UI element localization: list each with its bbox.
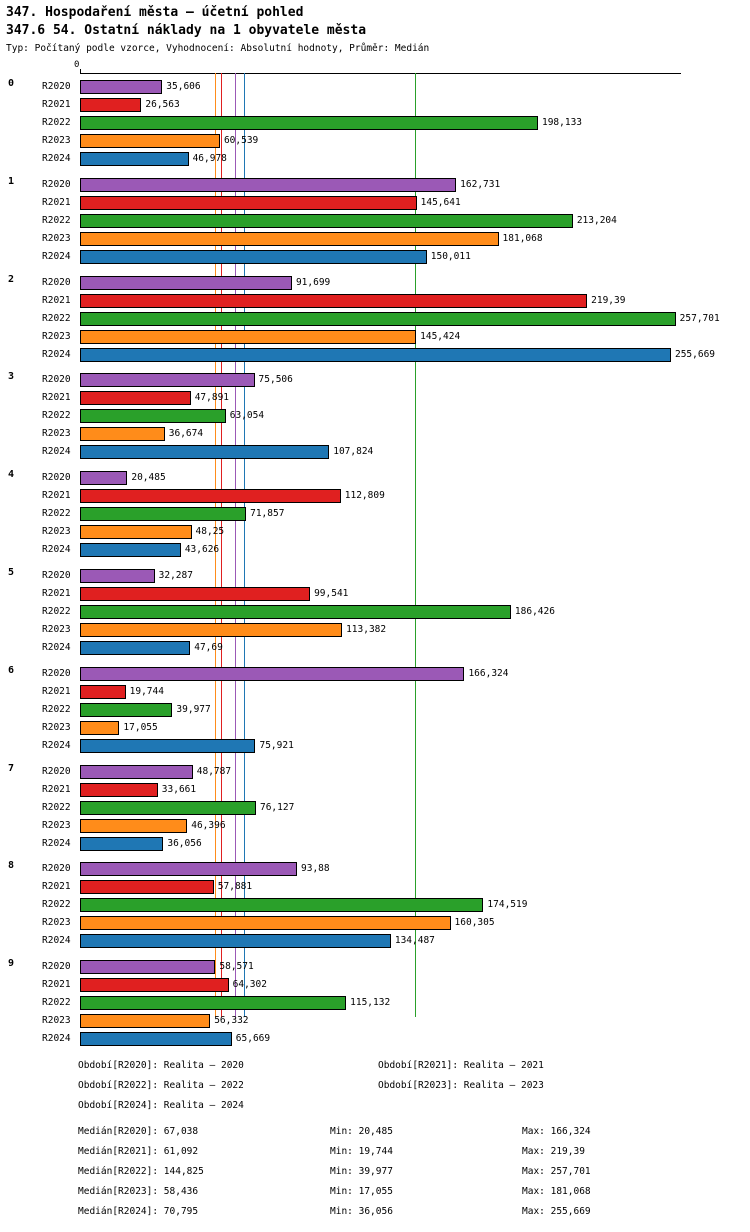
bar-chart (0, 60, 750, 1045)
bar-r2024[interactable] (80, 739, 255, 753)
bar-r2020[interactable] (80, 471, 127, 485)
min-value: Min: 17,055 (330, 1186, 393, 1197)
series-label-r2021: R2021 (42, 99, 71, 110)
chart-legend (0, 1060, 750, 1120)
chart-row (0, 896, 750, 914)
chart-group (0, 860, 750, 950)
bar-r2024[interactable] (80, 543, 181, 557)
chart-header (0, 0, 750, 56)
bar-value-label: 75,506 (258, 374, 293, 386)
series-label-r2023: R2023 (42, 624, 71, 635)
bar-value-label: 93,88 (301, 863, 330, 875)
statistics-row (0, 1206, 750, 1226)
chart-row (0, 132, 750, 150)
series-label-r2021: R2021 (42, 294, 71, 306)
bar-r2022[interactable] (80, 898, 483, 912)
chart-row (0, 958, 750, 976)
series-label-r2020: R2020 (42, 472, 71, 484)
series-label-r2023: R2023 (42, 1015, 71, 1027)
chart-row (0, 701, 750, 719)
bar-r2021[interactable] (80, 294, 587, 308)
bar-value-label: 39,977 (176, 703, 211, 715)
bar-r2023[interactable] (80, 1014, 210, 1028)
group-index-label: 7 (8, 762, 15, 774)
bar-r2024[interactable] (80, 1032, 232, 1046)
chart-row (0, 1012, 750, 1030)
bar-value-label: 71,857 (250, 508, 285, 520)
bar-r2022[interactable] (80, 507, 246, 521)
series-label-r2022: R2022 (42, 997, 71, 1009)
bar-r2021[interactable] (80, 783, 158, 797)
chart-row (0, 683, 750, 701)
chart-row (0, 860, 750, 878)
series-label-r2020: R2020 (42, 81, 71, 92)
bar-value-label: 150,011 (430, 250, 471, 262)
chart-group (0, 176, 750, 266)
bar-r2022[interactable] (80, 703, 172, 717)
statistics-row (0, 1166, 750, 1186)
bar-value-label: 213,204 (576, 214, 617, 226)
series-label-r2020: R2020 (42, 374, 71, 386)
series-label-r2024: R2024 (42, 739, 71, 751)
legend-entry: Období[R2023]: Realita – 2023 (378, 1080, 544, 1091)
bar-r2023[interactable] (80, 134, 220, 148)
bar-value-label: 58,571 (219, 961, 254, 973)
bar-value-label: 46,978 (192, 153, 227, 164)
bar-r2023[interactable] (80, 721, 119, 735)
series-label-r2021: R2021 (42, 490, 71, 502)
bar-value-label: 160,305 (454, 917, 495, 929)
series-label-r2022: R2022 (42, 117, 71, 128)
chart-row (0, 817, 750, 835)
chart-group (0, 274, 750, 364)
series-label-r2024: R2024 (42, 446, 71, 458)
median-value: Medián[R2024]: 70,795 (78, 1206, 199, 1217)
bar-value-label: 257,701 (679, 312, 720, 324)
chart-row (0, 176, 750, 194)
chart-title: 347.6 54. Ostatní náklady na 1 obyvatele města (6, 23, 367, 38)
chart-row (0, 407, 750, 425)
bar-value-label: 20,485 (131, 472, 166, 484)
group-index-label: 6 (8, 664, 15, 676)
group-index-label: 2 (8, 273, 15, 285)
chart-row (0, 328, 750, 346)
bar-value-label: 17,055 (123, 721, 158, 733)
chart-group (0, 665, 750, 755)
chart-row (0, 96, 750, 114)
series-label-r2022: R2022 (42, 312, 71, 324)
bar-r2020[interactable] (80, 667, 464, 681)
bar-r2020[interactable] (80, 373, 255, 387)
chart-row (0, 994, 750, 1012)
chart-row (0, 639, 750, 657)
median-value: Medián[R2022]: 144,825 (78, 1166, 204, 1177)
bar-value-label: 219,39 (591, 294, 626, 306)
series-label-r2022: R2022 (42, 606, 71, 617)
chart-row (0, 425, 750, 443)
bar-r2020[interactable] (80, 960, 215, 974)
bar-r2024[interactable] (80, 152, 189, 166)
bar-value-label: 181,068 (502, 232, 543, 244)
series-label-r2024: R2024 (42, 935, 71, 947)
chart-row (0, 487, 750, 505)
series-label-r2021: R2021 (42, 783, 71, 795)
chart-row (0, 976, 750, 994)
chart-row (0, 763, 750, 781)
series-label-r2020: R2020 (42, 863, 71, 875)
min-value: Min: 39,977 (330, 1166, 393, 1177)
chart-row (0, 78, 750, 96)
min-value: Min: 20,485 (330, 1126, 393, 1137)
group-index-label: 9 (8, 958, 15, 970)
bar-r2020[interactable] (80, 80, 162, 94)
chart-row (0, 603, 750, 621)
bar-value-label: 65,669 (235, 1033, 271, 1045)
bar-value-label: 145,424 (420, 330, 461, 342)
legend-entry: Období[R2022]: Realita – 2022 (78, 1080, 244, 1091)
axis-line (80, 73, 681, 74)
bar-value-label: 115,132 (350, 997, 391, 1009)
bar-value-label: 174,519 (487, 899, 528, 911)
chart-row (0, 346, 750, 364)
bar-r2020[interactable] (80, 862, 297, 876)
chart-statistics (0, 1126, 750, 1226)
chart-row (0, 469, 750, 487)
series-label-r2020: R2020 (42, 961, 71, 973)
group-index-label: 4 (8, 469, 15, 481)
bar-value-label: 35,606 (166, 81, 201, 92)
bar-r2022[interactable] (80, 214, 573, 228)
series-label-r2022: R2022 (42, 214, 71, 226)
group-index-label: 1 (8, 175, 15, 187)
bar-value-label: 47,69 (194, 642, 223, 653)
bar-value-label: 75,921 (259, 739, 294, 751)
series-label-r2022: R2022 (42, 703, 71, 715)
chart-group (0, 371, 750, 461)
series-label-r2023: R2023 (42, 232, 71, 244)
series-label-r2020: R2020 (42, 667, 71, 679)
series-label-r2021: R2021 (42, 588, 71, 599)
bar-value-label: 19,744 (129, 685, 164, 697)
chart-row (0, 719, 750, 737)
chart-row (0, 389, 750, 407)
bar-r2022[interactable] (80, 409, 226, 423)
bar-r2022[interactable] (80, 996, 346, 1010)
bar-r2021[interactable] (80, 880, 214, 894)
legend-row (0, 1100, 750, 1120)
series-label-r2021: R2021 (42, 881, 71, 893)
series-label-r2024: R2024 (42, 1033, 71, 1045)
series-label-r2023: R2023 (42, 819, 71, 831)
series-label-r2022: R2022 (42, 801, 71, 813)
bar-value-label: 36,674 (168, 428, 204, 440)
bar-r2021[interactable] (80, 391, 191, 405)
chart-row (0, 878, 750, 896)
page-title: 347. Hospodaření města – účetní pohled (6, 5, 304, 20)
chart-row (0, 567, 750, 585)
bar-r2021[interactable] (80, 978, 229, 992)
series-label-r2022: R2022 (42, 899, 71, 911)
bar-value-label: 76,127 (259, 801, 295, 813)
bar-r2022[interactable] (80, 312, 676, 326)
series-label-r2024: R2024 (42, 250, 71, 262)
bar-value-label: 99,541 (314, 588, 349, 599)
group-index-label: 3 (8, 371, 15, 383)
bar-value-label: 33,661 (161, 783, 197, 795)
chart-row (0, 835, 750, 853)
axis-zero-tick (80, 69, 81, 74)
series-label-r2022: R2022 (42, 508, 71, 520)
bar-value-label: 162,731 (460, 178, 501, 190)
bar-value-label: 166,324 (468, 667, 509, 679)
chart-group (0, 469, 750, 559)
axis-zero-label: 0 (74, 60, 80, 70)
bar-value-label: 26,563 (145, 99, 180, 110)
bar-r2023[interactable] (80, 916, 451, 930)
bar-value-label: 198,133 (541, 117, 583, 128)
series-label-r2020: R2020 (42, 276, 71, 288)
bar-value-label: 57,881 (217, 881, 253, 893)
bar-r2021[interactable] (80, 489, 341, 503)
series-label-r2021: R2021 (42, 392, 71, 404)
chart-row (0, 194, 750, 212)
bar-r2024[interactable] (80, 837, 163, 851)
series-label-r2021: R2021 (42, 979, 71, 991)
series-label-r2023: R2023 (42, 135, 71, 146)
series-label-r2022: R2022 (42, 410, 71, 422)
chart-row (0, 585, 750, 603)
bar-r2021[interactable] (80, 587, 310, 601)
median-value: Medián[R2023]: 58,436 (78, 1186, 199, 1197)
chart-row (0, 212, 750, 230)
group-index-label: 5 (8, 567, 15, 578)
bar-value-label: 91,699 (295, 276, 331, 288)
series-label-r2021: R2021 (42, 685, 71, 697)
bar-value-label: 48,787 (196, 765, 232, 777)
series-label-r2023: R2023 (42, 330, 71, 342)
max-value: Max: 219,39 (522, 1146, 585, 1157)
series-label-r2023: R2023 (42, 721, 71, 733)
series-label-r2021: R2021 (42, 196, 71, 208)
chart-group (0, 78, 750, 168)
bar-r2023[interactable] (80, 330, 416, 344)
bar-r2024[interactable] (80, 934, 391, 948)
bar-r2020[interactable] (80, 178, 456, 192)
statistics-row (0, 1146, 750, 1166)
series-label-r2024: R2024 (42, 348, 71, 360)
chart-row (0, 114, 750, 132)
bar-r2022[interactable] (80, 116, 538, 130)
series-label-r2024: R2024 (42, 837, 71, 849)
bar-value-label: 43,626 (184, 544, 220, 556)
chart-row (0, 523, 750, 541)
bar-r2021[interactable] (80, 98, 141, 112)
bar-r2024[interactable] (80, 445, 329, 459)
series-label-r2024: R2024 (42, 642, 71, 653)
bar-r2024[interactable] (80, 348, 671, 362)
bar-value-label: 56,332 (214, 1015, 249, 1027)
bar-value-label: 64,302 (232, 979, 267, 991)
group-index-label: 0 (8, 78, 15, 89)
chart-row (0, 505, 750, 523)
bar-r2021[interactable] (80, 196, 417, 210)
median-value: Medián[R2021]: 61,092 (78, 1146, 199, 1157)
series-label-r2023: R2023 (42, 526, 71, 538)
bar-value-label: 186,426 (514, 606, 555, 617)
chart-row (0, 248, 750, 266)
bar-r2023[interactable] (80, 427, 165, 441)
chart-row (0, 274, 750, 292)
statistics-row (0, 1126, 750, 1146)
bar-value-label: 113,382 (346, 624, 387, 635)
series-label-r2020: R2020 (42, 570, 71, 581)
bar-value-label: 107,824 (333, 446, 374, 458)
bar-r2022[interactable] (80, 801, 256, 815)
legend-row (0, 1060, 750, 1080)
chart-row (0, 371, 750, 389)
legend-row (0, 1080, 750, 1100)
chart-row (0, 230, 750, 248)
group-index-label: 8 (8, 860, 15, 872)
bar-r2021[interactable] (80, 685, 126, 699)
chart-row (0, 292, 750, 310)
chart-row (0, 665, 750, 683)
series-label-r2020: R2020 (42, 178, 71, 190)
bar-value-label: 145,641 (420, 196, 461, 208)
bar-r2023[interactable] (80, 819, 187, 833)
bar-value-label: 112,809 (344, 490, 385, 502)
chart-row (0, 310, 750, 328)
chart-row (0, 621, 750, 639)
bar-value-label: 60,539 (223, 135, 259, 146)
chart-row (0, 799, 750, 817)
bar-r2023[interactable] (80, 623, 342, 637)
bar-value-label: 48,25 (195, 526, 225, 538)
series-label-r2023: R2023 (42, 428, 71, 440)
bar-r2023[interactable] (80, 525, 192, 539)
chart-row (0, 443, 750, 461)
bar-r2024[interactable] (80, 641, 190, 655)
statistics-row (0, 1186, 750, 1206)
bar-r2020[interactable] (80, 569, 155, 583)
legend-entry: Období[R2020]: Realita – 2020 (78, 1060, 244, 1071)
legend-entry: Období[R2021]: Realita – 2021 (378, 1060, 544, 1071)
max-value: Max: 181,068 (522, 1186, 591, 1197)
series-label-r2024: R2024 (42, 153, 71, 164)
chart-row (0, 541, 750, 559)
min-value: Min: 19,744 (330, 1146, 393, 1157)
chart-type-info: Typ: Počítaný podle vzorce, Vyhodnocení: Absolutní hodnoty, Průměr: Medián (6, 43, 430, 54)
chart-row (0, 932, 750, 950)
bar-value-label: 63,054 (229, 410, 265, 422)
bar-r2022[interactable] (80, 605, 511, 619)
bar-value-label: 46,396 (191, 819, 226, 831)
max-value: Max: 257,701 (522, 1166, 591, 1177)
bar-r2023[interactable] (80, 232, 499, 246)
bar-r2020[interactable] (80, 276, 292, 290)
bar-value-label: 32,287 (158, 570, 193, 581)
chart-row (0, 150, 750, 168)
chart-group (0, 567, 750, 657)
chart-group (0, 763, 750, 853)
bar-r2024[interactable] (80, 250, 427, 264)
legend-entry: Období[R2024]: Realita – 2024 (78, 1100, 244, 1111)
bar-value-label: 134,487 (394, 935, 435, 947)
max-value: Max: 255,669 (522, 1206, 591, 1217)
bar-value-label: 36,056 (167, 837, 202, 849)
series-label-r2023: R2023 (42, 917, 71, 929)
series-label-r2020: R2020 (42, 765, 71, 777)
max-value: Max: 166,324 (522, 1126, 591, 1137)
median-value: Medián[R2020]: 67,038 (78, 1126, 199, 1137)
chart-row (0, 1030, 750, 1048)
chart-group (0, 958, 750, 1048)
chart-row (0, 737, 750, 755)
chart-row (0, 781, 750, 799)
bar-r2020[interactable] (80, 765, 193, 779)
min-value: Min: 36,056 (330, 1206, 393, 1217)
chart-row (0, 914, 750, 932)
bar-value-label: 255,669 (674, 348, 716, 360)
series-label-r2024: R2024 (42, 544, 71, 556)
bar-value-label: 47,891 (194, 392, 230, 404)
